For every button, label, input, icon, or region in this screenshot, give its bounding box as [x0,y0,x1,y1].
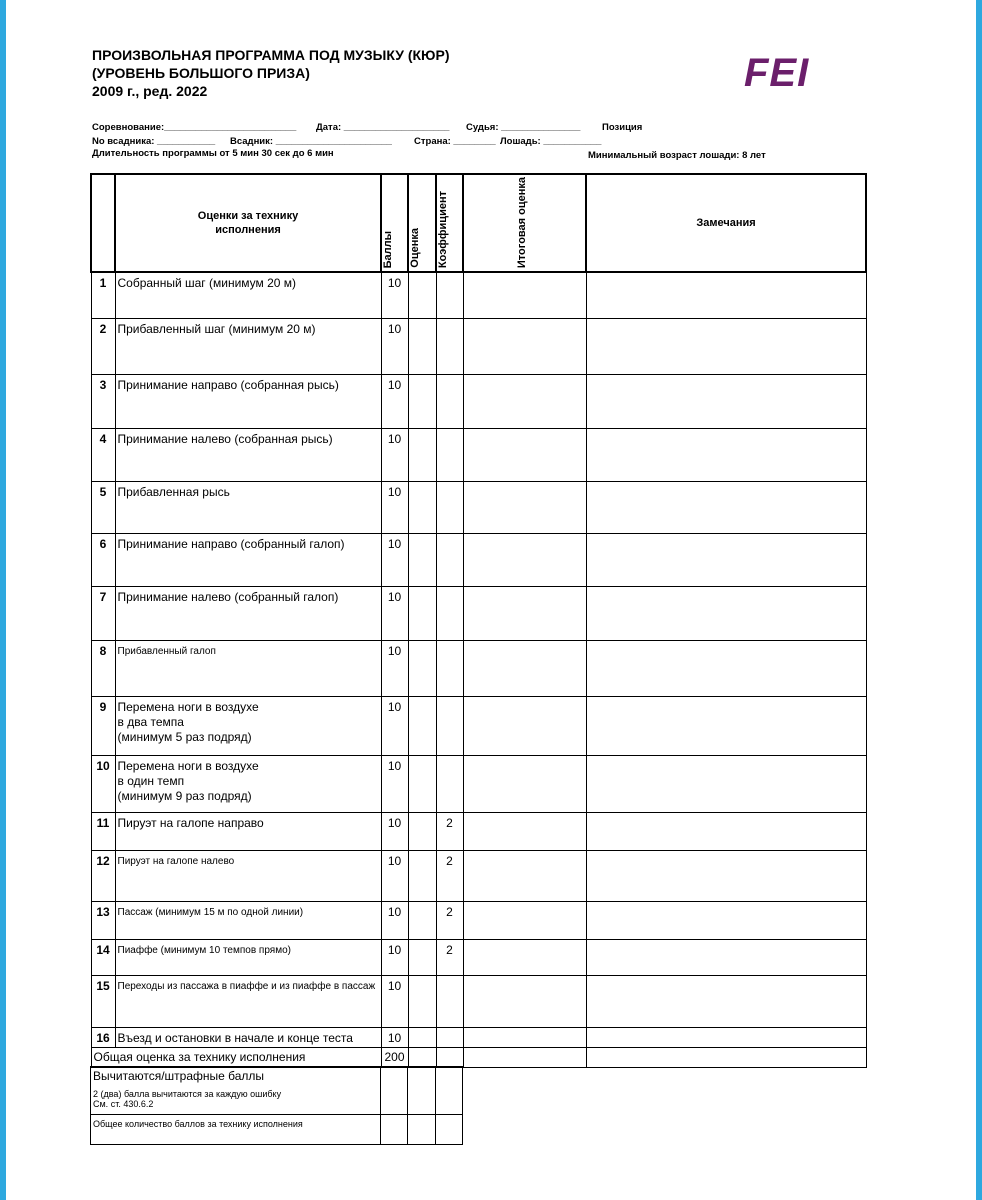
row-points: 10 [381,533,408,586]
title-line-2: (УРОВЕНЬ БОЛЬШОГО ПРИЗА) [92,65,310,81]
row-coefficient [436,428,463,481]
row-final-mark-cell[interactable] [463,318,586,374]
header-mark: Оценка [408,174,436,272]
row-exercise: Прибавленный шаг (минимум 20 м) [115,318,381,374]
table-row [91,696,866,755]
row-points: 10 [381,975,408,1027]
row-exercise: Переходы из пассажа в пиаффе и из пиаффе в пассаж [115,975,381,1027]
total-coef-cell [436,1047,463,1067]
row-remarks-cell[interactable] [586,318,866,374]
row-mark-cell[interactable] [408,533,436,586]
table-row [91,586,866,640]
table-row [91,1027,866,1047]
table-row [91,374,866,428]
row-number: 13 [91,901,115,939]
deductions-title: Вычитаются/штрафные баллы [93,1069,265,1083]
technique-total-mark-cell[interactable] [408,1115,436,1145]
table-row [91,901,866,939]
row-mark-cell[interactable] [408,481,436,533]
row-mark-cell[interactable] [408,901,436,939]
row-remarks-cell[interactable] [586,272,866,318]
row-points: 10 [381,812,408,850]
row-final-mark-cell[interactable] [463,812,586,850]
row-number: 7 [91,586,115,640]
row-remarks-cell[interactable] [586,640,866,696]
row-exercise: Собранный шаг (минимум 20 м) [115,272,381,318]
deductions-rule: 2 (два) балла вычитаются за каждую ошибку [93,1089,282,1099]
row-final-mark-cell[interactable] [463,586,586,640]
row-points: 10 [381,374,408,428]
row-mark-cell[interactable] [408,374,436,428]
row-points: 10 [381,696,408,755]
total-points: 200 [381,1047,408,1067]
table-row [91,533,866,586]
row-coefficient: 2 [436,812,463,850]
row-remarks-cell[interactable] [586,975,866,1027]
row-points: 10 [381,640,408,696]
row-remarks-cell[interactable] [586,533,866,586]
row-number: 8 [91,640,115,696]
row-coefficient [436,586,463,640]
row-final-mark-cell[interactable] [463,901,586,939]
row-number: 12 [91,850,115,901]
row-points: 10 [381,318,408,374]
row-number: 3 [91,374,115,428]
deductions-coef-cell[interactable] [436,1067,463,1115]
row-mark-cell[interactable] [408,586,436,640]
table-row [91,481,866,533]
row-mark-cell[interactable] [408,939,436,975]
row-mark-cell[interactable] [408,318,436,374]
row-coefficient: 2 [436,901,463,939]
fei-logo-text: FEI [744,51,810,92]
table-row [91,975,866,1027]
row-final-mark-cell[interactable] [463,481,586,533]
row-mark-cell[interactable] [408,696,436,755]
row-points: 10 [381,850,408,901]
row-mark-cell[interactable] [408,1027,436,1047]
row-number: 15 [91,975,115,1027]
row-final-mark-cell[interactable] [463,755,586,812]
title-line-1: ПРОИЗВОЛЬНАЯ ПРОГРАММА ПОД МУЗЫКУ (КЮР) [92,47,450,63]
row-exercise: Принимание налево (собранная рысь) [115,428,381,481]
row-final-mark-cell[interactable] [463,374,586,428]
total-label: Общая оценка за технику исполнения [91,1047,381,1067]
row-exercise: Принимание налево (собранный галоп) [115,586,381,640]
table-row [91,640,866,696]
row-final-mark-cell[interactable] [463,640,586,696]
row-final-mark-cell[interactable] [463,975,586,1027]
row-final-mark-cell[interactable] [463,272,586,318]
row-final-mark-cell[interactable] [463,533,586,586]
row-remarks-cell[interactable] [586,901,866,939]
row-coefficient [436,318,463,374]
technique-total-label: Общее количество баллов за технику исполнения [91,1115,381,1145]
row-mark-cell[interactable] [408,975,436,1027]
row-coefficient: 2 [436,850,463,901]
row-exercise: Пируэт на галопе направо [115,812,381,850]
table-row [91,272,866,318]
row-final-mark-cell[interactable] [463,939,586,975]
table-row [91,939,866,975]
row-number: 10 [91,755,115,812]
row-remarks-cell[interactable] [586,428,866,481]
technique-total-coef-cell[interactable] [436,1115,463,1145]
score-table [90,173,867,1068]
row-number: 6 [91,533,115,586]
row-remarks-cell[interactable] [586,374,866,428]
row-coefficient: 2 [436,939,463,975]
total-final-cell[interactable] [463,1047,586,1067]
table-header-row [91,174,866,272]
row-remarks-cell[interactable] [586,850,866,901]
row-final-mark-cell[interactable] [463,1027,586,1047]
row-number: 5 [91,481,115,533]
row-mark-cell[interactable] [408,755,436,812]
row-points: 10 [381,272,408,318]
row-mark-cell[interactable] [408,850,436,901]
row-remarks-cell[interactable] [586,1027,866,1047]
row-exercise: Пассаж (минимум 15 м по одной линии) [115,901,381,939]
row-mark-cell[interactable] [408,640,436,696]
row-final-mark-cell[interactable] [463,850,586,901]
page-title [92,46,450,100]
left-edge [0,0,6,1200]
total-mark-cell[interactable] [408,1047,436,1067]
header-coefficient: Коэффициент [436,174,463,272]
rider-field[interactable]: Всадник: ______________________ [230,136,392,147]
deductions-table [90,1066,463,1145]
row-number: 4 [91,428,115,481]
deductions-points-cell[interactable] [381,1067,408,1115]
row-points: 10 [381,1027,408,1047]
right-edge [976,0,982,1200]
row-coefficient [436,755,463,812]
row-coefficient [436,481,463,533]
row-exercise: Принимание направо (собранная рысь) [115,374,381,428]
row-coefficient [436,640,463,696]
row-number: 14 [91,939,115,975]
total-remarks-cell[interactable] [586,1047,866,1067]
title-line-3: 2009 г., ред. 2022 [92,83,208,99]
table-row [91,812,866,850]
technique-total-row [91,1115,463,1145]
position-field[interactable]: Позиция [602,122,643,133]
row-exercise: Пиаффе (минимум 10 темпов прямо) [115,939,381,975]
row-points: 10 [381,901,408,939]
row-remarks-cell[interactable] [586,481,866,533]
row-number: 9 [91,696,115,755]
header-final-mark: Итоговая оценка [463,174,586,272]
deductions-cell [91,1067,381,1115]
table-row [91,850,866,901]
duration-note: Длительность программы от 5 мин 30 сек до 6 мин [92,148,334,159]
row-coefficient [436,374,463,428]
header-points: Баллы [381,174,408,272]
row-number: 1 [91,272,115,318]
judge-field[interactable]: Судья: _______________ [466,122,581,133]
total-row [91,1047,866,1067]
row-exercise: Перемена ноги в воздухе в два темпа (минимум 5 раз подряд) [115,696,381,755]
header-remarks: Замечания [586,174,866,272]
deductions-mark-cell[interactable] [408,1067,436,1115]
row-coefficient [436,533,463,586]
row-exercise: Прибавленный галоп [115,640,381,696]
row-exercise: Перемена ноги в воздухе в один темп (минимум 9 раз подряд) [115,755,381,812]
row-number: 2 [91,318,115,374]
table-row [91,428,866,481]
row-remarks-cell[interactable] [586,939,866,975]
table-row [91,318,866,374]
row-coefficient [436,696,463,755]
horse-field[interactable]: Лошадь: ___________ [500,136,602,147]
technique-total-points-cell[interactable] [381,1115,408,1145]
table-row [91,755,866,812]
row-number: 11 [91,812,115,850]
row-remarks-cell[interactable] [586,586,866,640]
country-field[interactable]: Страна: ________ [414,136,496,147]
row-final-mark-cell[interactable] [463,428,586,481]
row-mark-cell[interactable] [408,272,436,318]
row-points: 10 [381,481,408,533]
competition-field[interactable]: Соревнование:_________________________ [92,122,297,133]
deductions-ref: См. ст. 430.6.2 [93,1099,154,1109]
header-technique: Оценки за технику исполнения [115,174,381,272]
row-exercise: Въезд и остановки в начале и конце теста [115,1027,381,1047]
row-points: 10 [381,428,408,481]
row-mark-cell[interactable] [408,812,436,850]
row-number: 16 [91,1027,115,1047]
row-points: 10 [381,939,408,975]
row-final-mark-cell[interactable] [463,696,586,755]
row-exercise: Прибавленная рысь [115,481,381,533]
row-points: 10 [381,755,408,812]
min-age-note: Минимальный возраст лошади: 8 лет [588,150,766,161]
date-field[interactable]: Дата: ____________________ [316,122,450,133]
row-remarks-cell[interactable] [586,812,866,850]
fei-logo [742,50,870,92]
row-coefficient [436,975,463,1027]
row-exercise: Пируэт на галопе налево [115,850,381,901]
row-remarks-cell[interactable] [586,696,866,755]
row-exercise: Принимание направо (собранный галоп) [115,533,381,586]
row-remarks-cell[interactable] [586,755,866,812]
rider-number-field[interactable]: No всадника: ___________ [92,136,216,147]
header-number [91,174,115,272]
row-points: 10 [381,586,408,640]
deductions-row [91,1067,463,1115]
row-coefficient [436,272,463,318]
row-mark-cell[interactable] [408,428,436,481]
row-coefficient [436,1027,463,1047]
